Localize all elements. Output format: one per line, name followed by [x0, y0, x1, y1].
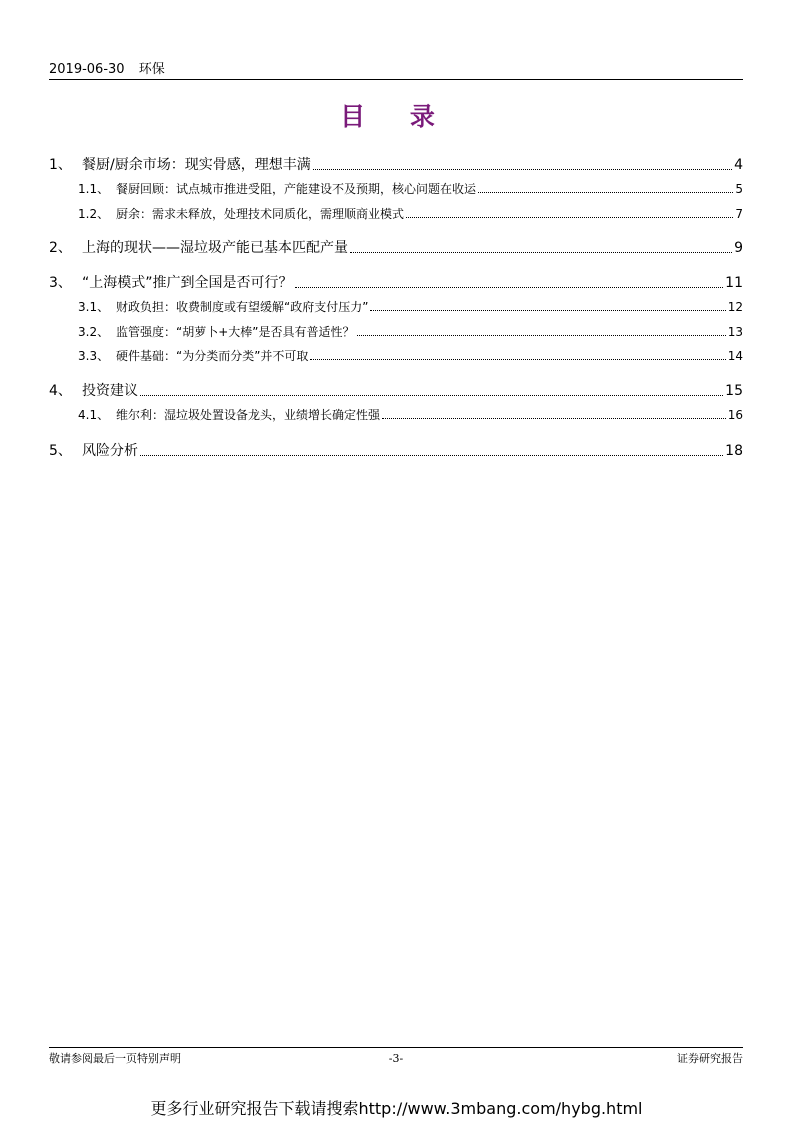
toc-entry[interactable]: [49, 154, 743, 174]
header-date: 2019-06-30: [49, 62, 125, 77]
promo-link-text[interactable]: 更多行业研究报告下载请搜索http://www.3mbang.com/hybg.html: [150, 1099, 643, 1118]
toc-entry-title: 风险分析: [82, 443, 138, 459]
toc-dot-leader: [350, 252, 732, 253]
toc-entry-number: 3、: [49, 275, 72, 291]
toc-dot-leader: [295, 287, 724, 288]
toc-entry-number: 1.1、: [78, 182, 110, 196]
footer-disclaimer: 敬请参阅最后一页特别声明: [49, 1052, 181, 1065]
header-divider: [49, 79, 743, 80]
toc-entry[interactable]: [49, 298, 743, 315]
toc-entry[interactable]: [49, 406, 743, 423]
toc-entry-title: 投资建议: [82, 383, 138, 399]
toc-entry-title: 厨余：需求未释放，处理技术同质化，需理顺商业模式: [116, 207, 405, 221]
page-number: -3-: [388, 1052, 404, 1065]
page-header: [49, 61, 743, 81]
toc-entry-title: 维尔利：湿垃圾处置设备龙头，业绩增长确定性强: [116, 408, 381, 422]
toc-entry-title: 上海的现状——湿垃圾产能已基本匹配产量: [82, 240, 348, 256]
toc-entry-number: 3.1、: [78, 300, 110, 314]
toc-entry[interactable]: [49, 237, 743, 257]
toc-entry[interactable]: [49, 205, 743, 222]
toc-dot-leader: [370, 310, 725, 311]
toc-entry-page: 9: [734, 240, 743, 256]
toc-entry-number: 1、: [49, 157, 72, 173]
footer-report-type: 证券研究报告: [677, 1052, 743, 1065]
toc-entry-page: 14: [727, 349, 743, 363]
toc-entry[interactable]: [49, 323, 743, 340]
toc-dot-leader: [478, 192, 733, 193]
toc-dot-leader: [310, 359, 725, 360]
toc-entry-number: 2、: [49, 240, 72, 256]
toc-entry-title: 餐厨回顾：试点城市推进受阻，产能建设不及预期，核心问题在收运: [116, 182, 477, 196]
toc-entry-number: 4、: [49, 383, 72, 399]
toc-entry-number: 3.2、: [78, 325, 110, 339]
toc-entry-title: 餐厨/厨余市场：现实骨感，理想丰满: [82, 157, 311, 173]
toc-entry-number: 5、: [49, 443, 72, 459]
toc-entry-title: 财政负担：收费制度或有望缓解“政府支付压力”: [116, 300, 369, 314]
toc-entry[interactable]: [49, 440, 743, 460]
toc-dot-leader: [140, 455, 723, 456]
toc-entry[interactable]: [49, 180, 743, 197]
toc-entry-title: 硬件基础：“为分类而分类”并不可取: [116, 349, 309, 363]
toc-entry-page: 7: [735, 207, 743, 221]
toc-entry-title: 监管强度：“胡萝卜+大棒”是否具有普适性？: [116, 325, 355, 339]
toc-entry-page: 18: [725, 443, 743, 459]
toc-entry[interactable]: [49, 272, 743, 292]
toc-entry-page: 15: [725, 383, 743, 399]
toc-entry-page: 16: [727, 408, 743, 422]
toc-dot-leader: [140, 395, 723, 396]
toc-entry-page: 4: [734, 157, 743, 173]
toc-dot-leader: [357, 335, 726, 336]
toc-entry[interactable]: [49, 347, 743, 364]
toc-entry-page: 13: [727, 325, 743, 339]
toc-dot-leader: [406, 217, 733, 218]
toc-dot-leader: [313, 169, 732, 170]
toc-entry-title: “上海模式”推广到全国是否可行？: [82, 275, 293, 291]
toc-entry-number: 1.2、: [78, 207, 110, 221]
toc-entry-number: 3.3、: [78, 349, 110, 363]
toc-entry[interactable]: [49, 380, 743, 400]
toc-entry-page: 12: [727, 300, 743, 314]
footer-divider: [49, 1047, 743, 1048]
header-category: 环保: [138, 62, 165, 77]
toc-title: 目 录: [340, 102, 453, 131]
toc-dot-leader: [382, 418, 726, 419]
toc-entry-page: 5: [735, 182, 743, 196]
toc-entry-number: 4.1、: [78, 408, 110, 422]
toc-entry-page: 11: [725, 275, 743, 291]
